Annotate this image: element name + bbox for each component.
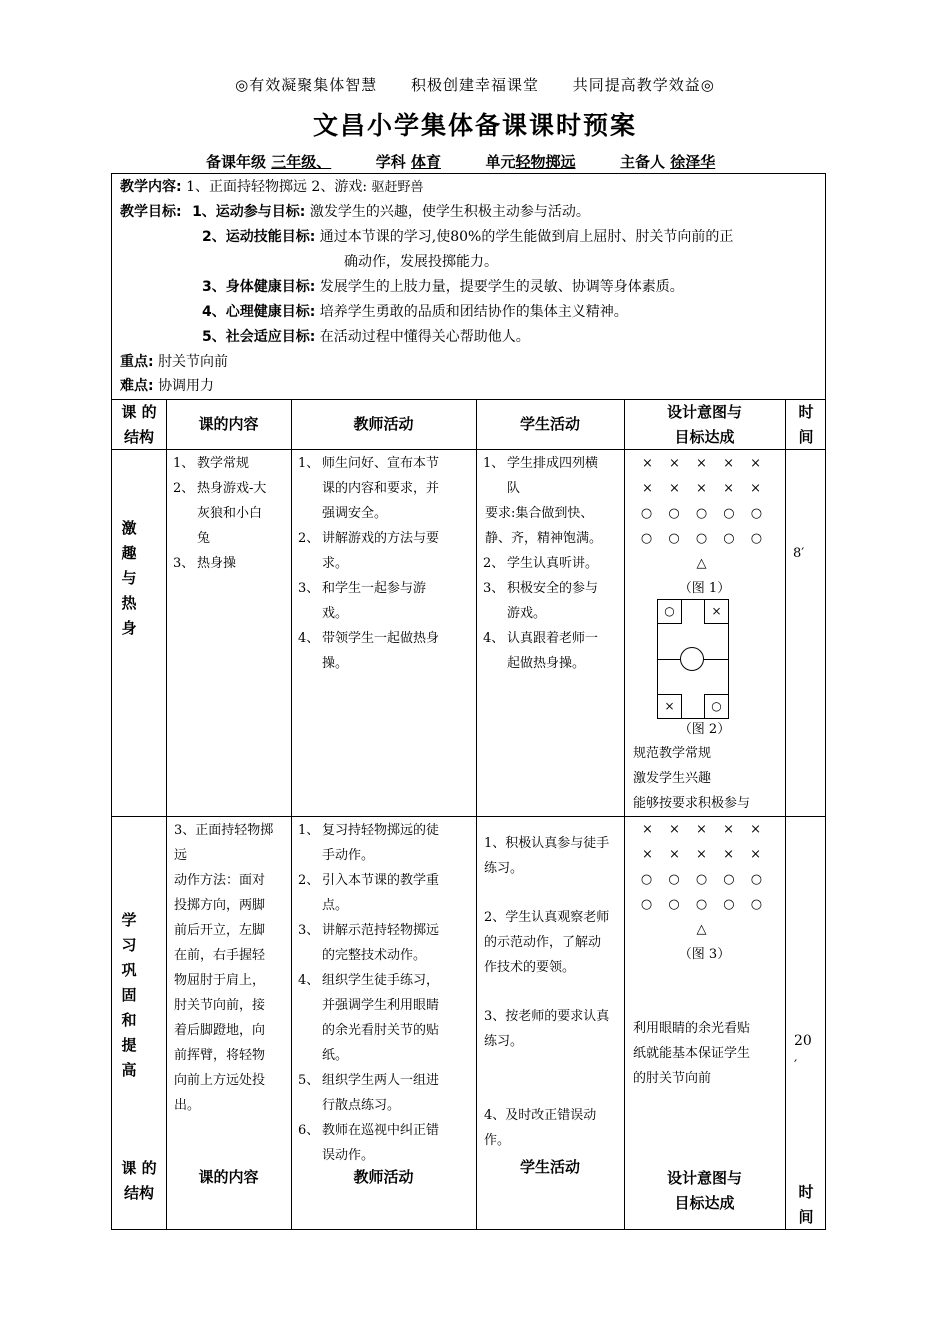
grade-label: 备课年级 xyxy=(206,153,267,171)
header-design xyxy=(624,400,785,450)
repeat-header-student: 学生活动 xyxy=(519,1158,580,1176)
formation-row: × × × × × xyxy=(642,847,767,862)
difficulty-label: 难点: xyxy=(120,378,154,394)
goals-label: 教学目标: xyxy=(120,204,182,220)
unit-label: 单元 xyxy=(485,153,516,171)
goal-2-label: 2、运动技能目标: xyxy=(202,229,316,245)
preparer-value: 徐泽华 xyxy=(670,153,716,171)
list-item: 4、 组织学生徒手练习， 并强调学生利用眼睛 的余光看肘关节的贴 纸。 xyxy=(298,973,440,1063)
list-item: 2、 学生认真听讲。 xyxy=(483,556,599,571)
row1-student xyxy=(477,451,623,676)
repeat-header-time: 时 间 xyxy=(798,1183,814,1226)
goal-2-text: 通过本节课的学习,使80%的学生能做到肩上屈肘、肘关节向前的正 xyxy=(319,229,734,245)
repeat-header-design: 设计意图与 目标达成 xyxy=(666,1169,742,1212)
list-item: 3、 热身操 xyxy=(173,556,237,571)
grade-value: 三年级、 xyxy=(271,153,332,171)
figure-1-caption: （图 1） xyxy=(678,581,731,596)
court-center-circle xyxy=(680,647,704,671)
list-item: 3、 和学生一起参与游 戏。 xyxy=(298,581,427,621)
difficulty-row xyxy=(120,374,214,399)
figure-3-caption: （图 3） xyxy=(678,947,731,962)
formation-row: △ xyxy=(696,556,713,571)
motto-line xyxy=(0,74,950,95)
row2-time: 20 ′ xyxy=(794,1033,812,1074)
court-diagram xyxy=(657,599,729,719)
structure-char: 高 xyxy=(121,1061,137,1079)
court-corner-bottom-left: × xyxy=(658,694,682,718)
list-item: 1、 教学常规 xyxy=(173,456,250,471)
structure-char: 与 xyxy=(121,569,137,587)
list-item: 1、 复习持轻物掷远的徒 手动作。 xyxy=(298,823,440,863)
structure-char: 习 xyxy=(121,936,137,954)
goals-row-2 xyxy=(202,225,733,250)
list-item: 2、 讲解游戏的方法与要 求。 xyxy=(298,531,440,571)
row2-content: 3、正面持轻物掷 远 动作方法：面对 投掷方向，两脚 前后开立，左脚 在前，右手握轻 物屈肘于肩上， 肘关节向前，接 着后脚蹬地，向 前挥臂，将轻物 向前上方远处投 出。 xyxy=(174,823,274,1113)
goal-2-text-cont: 确动作，发展投掷能力。 xyxy=(344,254,498,270)
header-structure-line-1: 课 的 xyxy=(121,403,157,421)
header-content: 课的内容 xyxy=(198,415,259,433)
structure-char: 学 xyxy=(121,911,137,929)
preparer-label: 主备人 xyxy=(619,153,665,171)
row1-structure xyxy=(119,516,139,641)
goal-5-label: 5、社会适应目标: xyxy=(202,329,316,345)
header-structure-line-2: 结构 xyxy=(123,428,154,446)
header-design-line-1: 设计意图与 xyxy=(666,403,742,421)
structure-char: 巩 xyxy=(121,961,137,979)
repeat-header-structure: 课 的 结构 xyxy=(121,1159,157,1202)
unit-value: 轻物掷远 xyxy=(515,153,576,171)
goals-row-1 xyxy=(120,200,590,225)
goal-4-text: 培养学生勇敢的品质和团结协作的集体主义精神。 xyxy=(319,304,628,320)
formation-row: ○ ○ ○ ○ ○ xyxy=(640,897,769,912)
list-item: 2、 热身游戏-大 灰狼和小白 兔 xyxy=(173,481,267,546)
content-row xyxy=(120,175,424,200)
list-item: 4、 认真跟着老师一 起做热身操。 xyxy=(483,631,599,671)
list-item: 1、 学生排成四列横 队 xyxy=(483,456,599,496)
formation-row: × × × × × xyxy=(642,481,767,496)
court-corner-bottom-right: ○ xyxy=(704,694,728,718)
row1-content xyxy=(167,451,289,576)
header-teacher: 教师活动 xyxy=(353,415,414,433)
key-point-value: 肘关节向前 xyxy=(158,354,229,370)
lesson-plan-table xyxy=(111,173,826,1230)
row1-time: 8′ xyxy=(793,546,805,561)
structure-char: 身 xyxy=(121,619,137,637)
content-label: 教学内容: xyxy=(120,179,182,195)
subject-value: 体育 xyxy=(410,153,441,171)
structure-char: 热 xyxy=(121,594,137,612)
header-time-line-2: 间 xyxy=(798,428,814,446)
subject-label: 学科 xyxy=(375,153,406,171)
key-point-label: 重点: xyxy=(120,354,154,370)
formation-diagram-1 xyxy=(624,451,785,601)
row2-student-3: 3、按老师的要求认真 练习。 xyxy=(484,1009,610,1049)
header-time-line-1: 时 xyxy=(798,403,814,421)
header-structure xyxy=(112,400,166,450)
row2-student-4: 4、及时改正错误动 作。 xyxy=(484,1108,597,1148)
goal-4-label: 4、心理健康目标: xyxy=(202,304,316,320)
motto-2: 积极创建幸福课堂 xyxy=(410,76,539,94)
list-item: 4、 带领学生一起做热身 操。 xyxy=(298,631,440,671)
court-corner-top-left: ○ xyxy=(658,600,682,624)
formation-row: ○ ○ ○ ○ ○ xyxy=(640,872,769,887)
formation-diagram-3 xyxy=(624,817,785,967)
header-time xyxy=(785,400,827,450)
court-corner-top-right: × xyxy=(704,600,728,624)
formation-row: × × × × × xyxy=(642,456,767,471)
row2-student-2: 2、学生认真观察老师 的示范动作，了解动 作技术的要领。 xyxy=(484,910,610,975)
goal-3-label: 3、身体健康目标: xyxy=(202,279,316,295)
goal-1-label: 1、运动参与目标: xyxy=(192,204,306,220)
row2-design-text: 利用眼睛的余光看贴 纸就能基本保证学生 的肘关节向前 xyxy=(633,1021,751,1086)
goals-row-3 xyxy=(202,275,684,300)
goal-5-text: 在活动过程中懂得关心帮助他人。 xyxy=(319,329,530,345)
formation-row: ○ ○ ○ ○ ○ xyxy=(640,531,769,546)
goals-row-5 xyxy=(202,325,530,350)
list-item: 3、 积极安全的参与 游戏。 xyxy=(483,581,599,621)
figure-2-caption: （图 2） xyxy=(678,722,731,737)
row1-design-text: 规范教学常规 激发学生兴趣 能够按要求积极参与 xyxy=(633,746,751,811)
list-item: 6、 教师在巡视中纠正错 误动作。 xyxy=(298,1123,440,1163)
header-design-line-2: 目标达成 xyxy=(674,428,735,446)
structure-char: 和 xyxy=(121,1011,137,1029)
structure-char: 趣 xyxy=(121,544,137,562)
list-item: 3、 讲解示范持轻物掷远 的完整技术动作。 xyxy=(298,923,440,963)
column-divider xyxy=(785,399,786,1230)
list-item: 5、 组织学生两人一组进 行散点练习。 xyxy=(298,1073,440,1113)
formation-row: △ xyxy=(696,922,713,937)
list-item: 1、 师生问好、宣布本节 课的内容和要求，并 强调安全。 xyxy=(298,456,440,521)
list-item: 2、 引入本节课的教学重 点。 xyxy=(298,873,440,913)
lesson-meta xyxy=(206,151,721,172)
difficulty-value: 协调用力 xyxy=(158,378,215,394)
row2-structure xyxy=(119,908,139,1083)
formation-row: ○ ○ ○ ○ ○ xyxy=(640,506,769,521)
content-game: 驱赶野兽 xyxy=(371,180,424,195)
structure-char: 激 xyxy=(121,519,137,537)
content-value: 1、正面持轻物掷远 2、游戏: xyxy=(186,179,368,195)
repeat-header-content: 课的内容 xyxy=(198,1168,259,1186)
goal-3-text: 发展学生的上肢力量，提要学生的灵敏、协调等身体素质。 xyxy=(319,279,684,295)
list-item: 要求:集合做到快、 静、齐，精神饱满。 xyxy=(485,506,603,546)
repeat-header-teacher: 教师活动 xyxy=(353,1168,414,1186)
row2-student-1: 1、积极认真参与徒手 练习。 xyxy=(484,836,610,876)
motto-1: ◎有效凝聚集体智慧 xyxy=(235,76,378,94)
page-title: 文昌小学集体备课课时预案 xyxy=(312,111,637,140)
row2-teacher xyxy=(292,818,474,1168)
goals-row-4 xyxy=(202,300,628,325)
header-student: 学生活动 xyxy=(519,415,580,433)
motto-3: 共同提高教学效益◎ xyxy=(572,76,715,94)
structure-char: 固 xyxy=(121,986,137,1004)
key-point-row xyxy=(120,350,228,375)
row1-teacher xyxy=(292,451,474,676)
goal-1-text: 激发学生的兴趣，使学生积极主动参与活动。 xyxy=(309,204,590,220)
formation-row: × × × × × xyxy=(642,822,767,837)
structure-char: 提 xyxy=(121,1036,137,1054)
